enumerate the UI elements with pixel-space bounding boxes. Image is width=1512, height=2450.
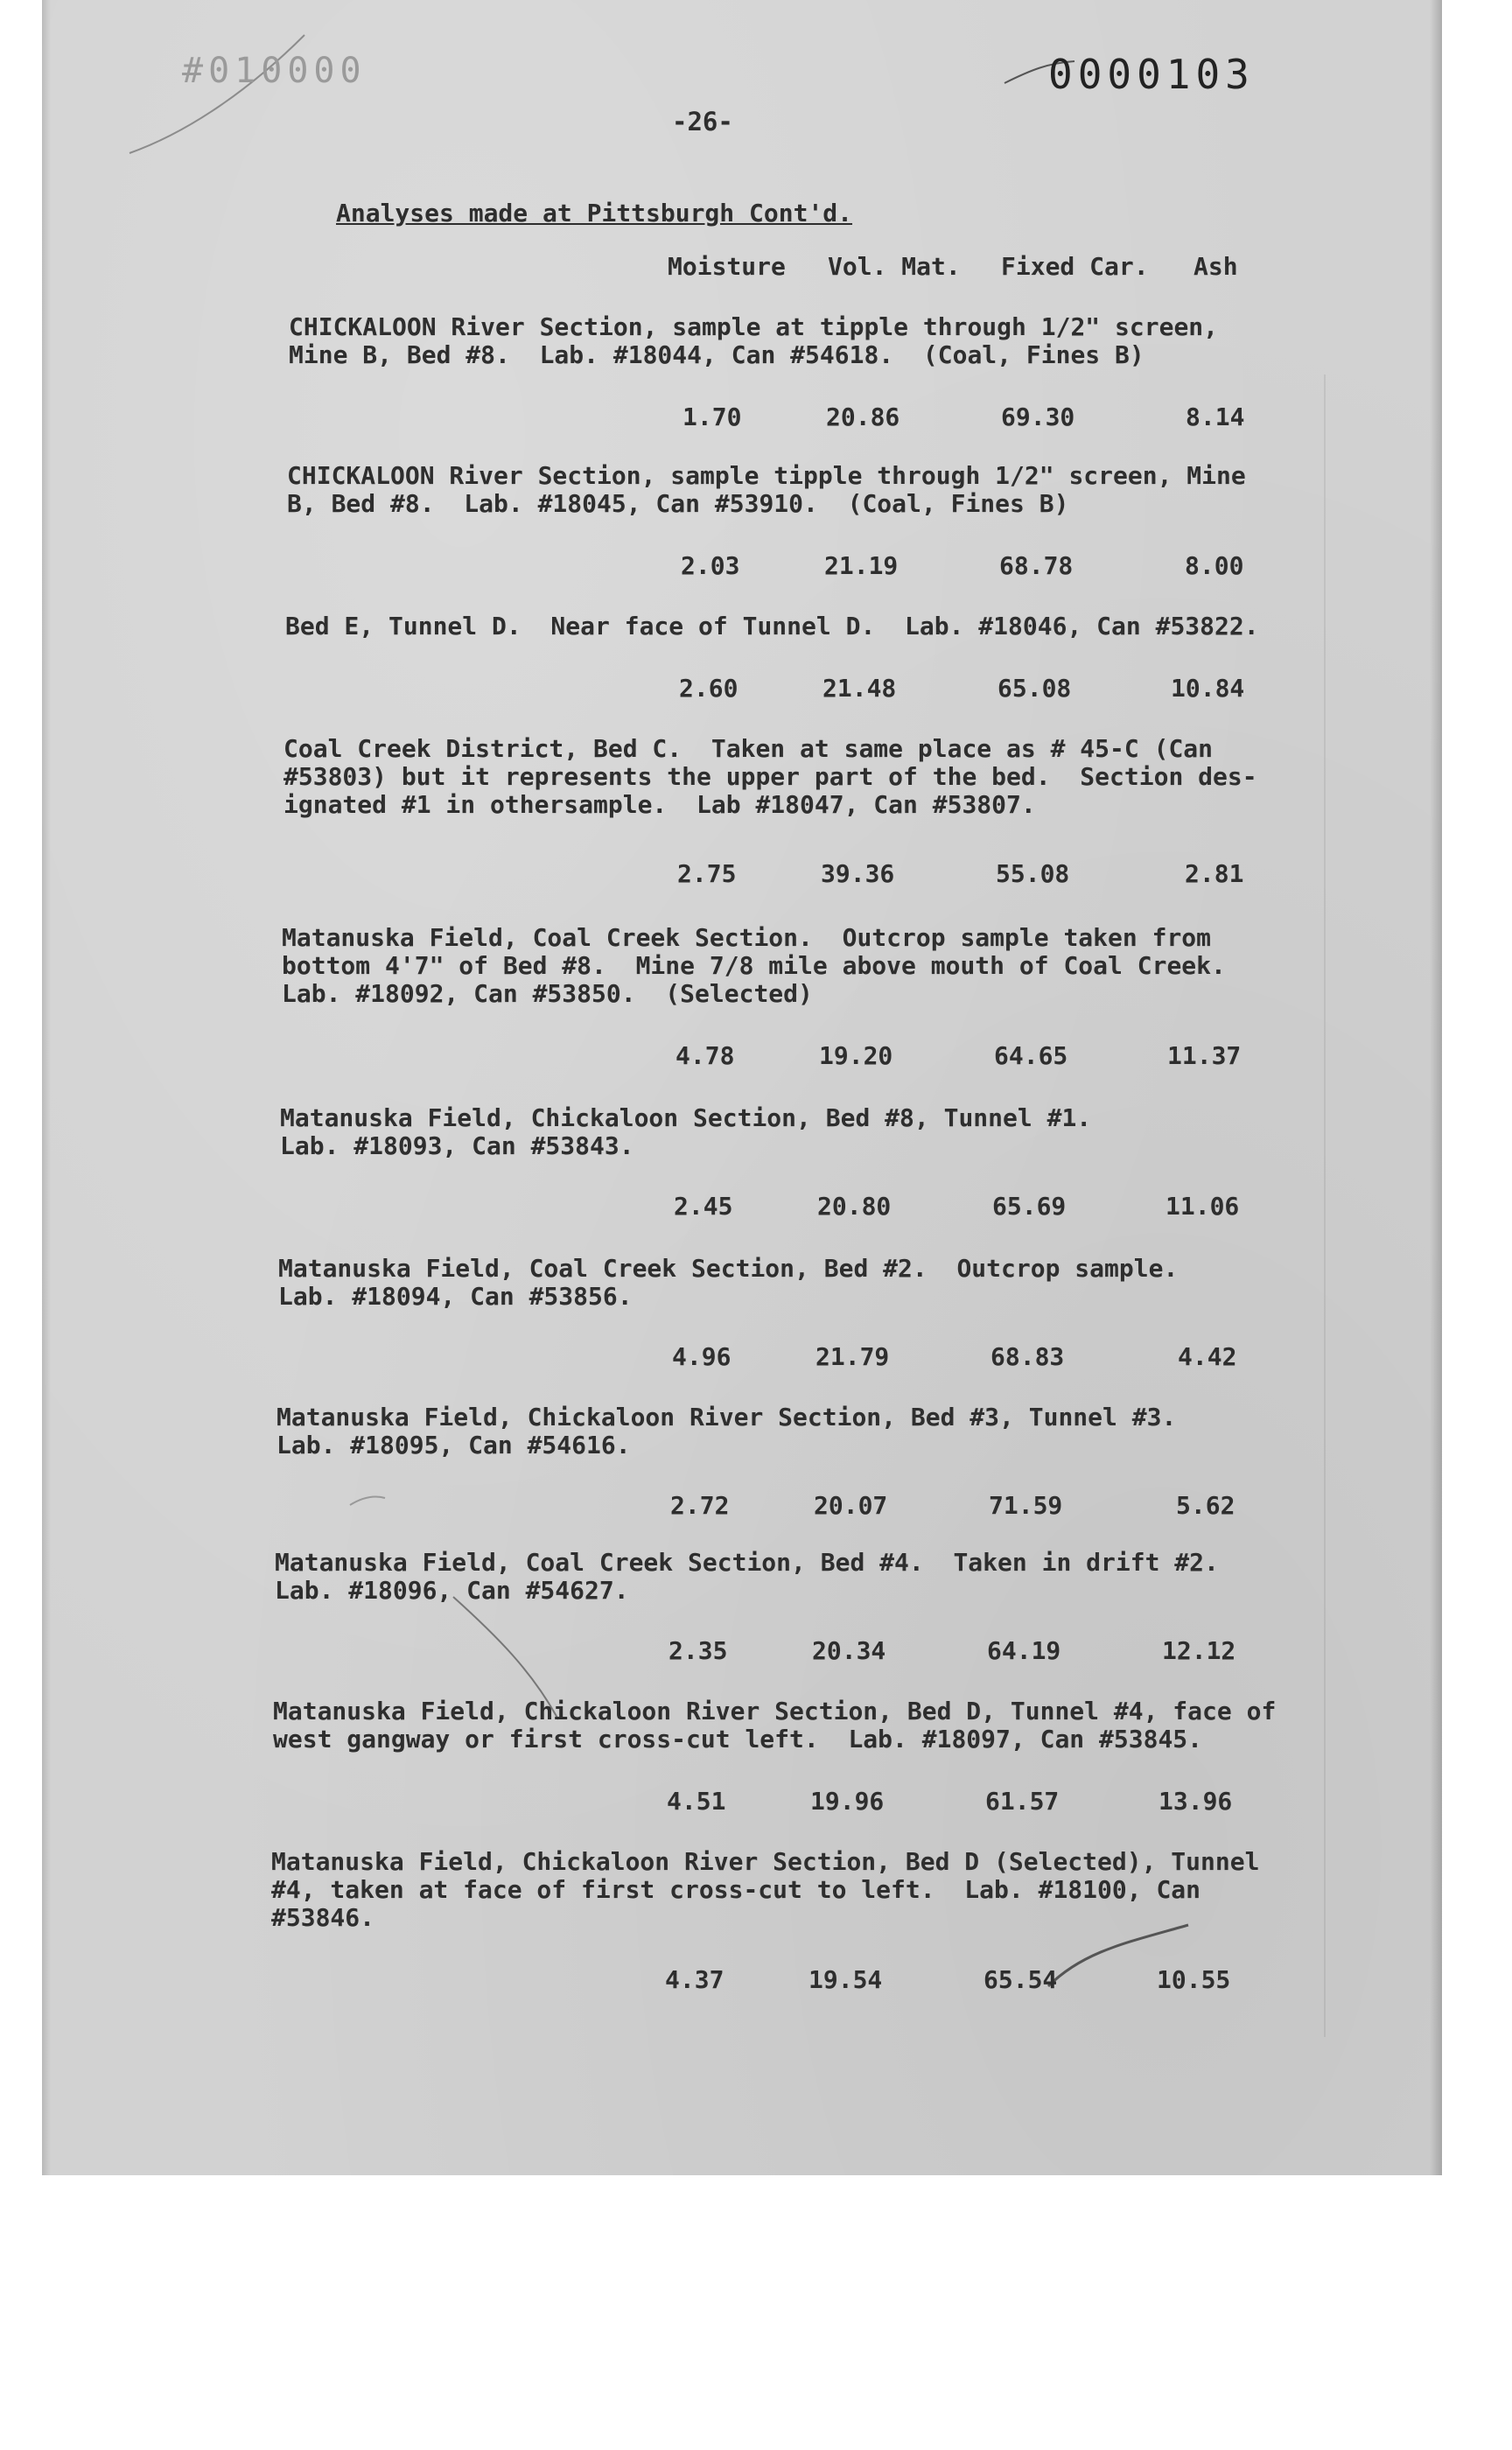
entry-9-vol-mat: 20.34 xyxy=(812,1636,886,1665)
entry-6-vol-mat: 20.80 xyxy=(817,1192,892,1221)
entry-4-ash: 2.81 xyxy=(1185,859,1244,888)
entry-1-moisture: 1.70 xyxy=(682,402,742,431)
entry-line: CHICKALOON River Section, sample at tipple through 1/2" screen, xyxy=(289,312,1219,341)
entry-line: Lab. #18096, Can #54627. xyxy=(275,1576,629,1605)
entry-10-fixed-car: 61.57 xyxy=(985,1787,1060,1816)
faint-vertical-line xyxy=(1324,374,1326,2037)
entry-1-description xyxy=(289,313,1218,369)
entry-11-fixed-car: 65.54 xyxy=(984,1965,1058,1994)
entry-line: #53846. xyxy=(271,1903,375,1932)
entry-line: Lab. #18094, Can #53856. xyxy=(278,1282,633,1311)
entry-7-fixed-car: 68.83 xyxy=(990,1342,1065,1371)
entry-line: Mine B, Bed #8. Lab. #18044, Can #54618. (Coal, Fines B) xyxy=(289,340,1144,369)
entry-7-vol-mat: 21.79 xyxy=(816,1342,890,1371)
entry-line: Matanuska Field, Coal Creek Section, Bed #2. Outcrop sample. xyxy=(278,1254,1179,1283)
entry-11-ash: 10.55 xyxy=(1157,1965,1231,1994)
entry-line: Matanuska Field, Coal Creek Section, Bed #4. Taken in drift #2. xyxy=(275,1548,1219,1577)
page-edge-shadow-left xyxy=(42,0,51,2175)
entry-11-description xyxy=(271,1848,1259,1932)
page-heading: Analyses made at Pittsburgh Cont'd. xyxy=(336,199,853,228)
entry-line: Lab. #18092, Can #53850. (Selected) xyxy=(282,979,813,1008)
entry-5-description xyxy=(282,924,1226,1008)
entry-2-description xyxy=(287,462,1246,518)
column-header-fixed-car: Fixed Car. xyxy=(1001,252,1149,281)
entry-9-moisture: 2.35 xyxy=(668,1636,728,1665)
pencil-mark-small xyxy=(350,1496,385,1505)
entry-6-fixed-car: 65.69 xyxy=(992,1192,1067,1221)
column-header-vol-mat: Vol. Mat. xyxy=(828,252,961,281)
entry-line: Lab. #18095, Can #54616. xyxy=(276,1431,631,1460)
entry-line: west gangway or first cross-cut left. Lab. #18097, Can #53845. xyxy=(273,1725,1203,1754)
entry-5-ash: 11.37 xyxy=(1167,1041,1242,1070)
entry-6-ash: 11.06 xyxy=(1166,1192,1240,1221)
entry-5-vol-mat: 19.20 xyxy=(819,1041,893,1070)
entry-3-fixed-car: 65.08 xyxy=(998,674,1072,703)
entry-4-vol-mat: 39.36 xyxy=(821,859,895,888)
entry-9-fixed-car: 64.19 xyxy=(987,1636,1061,1665)
entry-line: Bed E, Tunnel D. Near face of Tunnel D. Lab. #18046, Can #53822. xyxy=(285,612,1259,640)
column-headers xyxy=(42,252,1442,287)
entry-8-fixed-car: 71.59 xyxy=(989,1491,1063,1520)
page-edge-shadow-right xyxy=(1430,0,1442,2175)
faint-stamp-number: #010000 xyxy=(182,51,367,91)
entry-2-moisture: 2.03 xyxy=(681,551,740,580)
entry-8-ash: 5.62 xyxy=(1176,1491,1236,1520)
entry-line: Matanuska Field, Chickaloon River Section, Bed D, Tunnel #4, face of xyxy=(273,1697,1277,1726)
entry-8-moisture: 2.72 xyxy=(670,1491,730,1520)
entry-2-vol-mat: 21.19 xyxy=(824,551,899,580)
entry-7-description xyxy=(278,1255,1178,1311)
entry-line: bottom 4'7" of Bed #8. Mine 7/8 mile above mouth of Coal Creek. xyxy=(282,951,1226,980)
entry-7-moisture: 4.96 xyxy=(672,1342,732,1371)
entry-6-moisture: 2.45 xyxy=(674,1192,733,1221)
entry-line: Matanuska Field, Chickaloon River Section, Bed #3, Tunnel #3. xyxy=(276,1403,1177,1432)
entry-11-vol-mat: 19.54 xyxy=(808,1965,883,1994)
entry-line: #53803) but it represents the upper part of the bed. Section des- xyxy=(284,762,1257,791)
entry-9-ash: 12.12 xyxy=(1162,1636,1236,1665)
entry-line: #4, taken at face of first cross-cut to left. Lab. #18100, Can xyxy=(271,1875,1201,1904)
entry-3-description xyxy=(285,612,1259,640)
document-page xyxy=(42,0,1442,2175)
entry-line: Matanuska Field, Chickaloon Section, Bed #8, Tunnel #1. xyxy=(280,1103,1092,1132)
entry-line: Coal Creek District, Bed C. Taken at same place as # 45-C (Can xyxy=(284,734,1214,763)
entry-3-moisture: 2.60 xyxy=(679,674,738,703)
page-number: -26- xyxy=(672,107,733,136)
entry-1-fixed-car: 69.30 xyxy=(1001,402,1075,431)
entry-4-description xyxy=(284,735,1257,819)
entry-line: Matanuska Field, Chickaloon River Section, Bed D (Selected), Tunnel xyxy=(271,1847,1260,1876)
entry-4-fixed-car: 55.08 xyxy=(996,859,1070,888)
column-header-ash: Ash xyxy=(1194,252,1238,281)
entry-7-ash: 4.42 xyxy=(1178,1342,1237,1371)
entry-6-description xyxy=(280,1104,1091,1160)
entry-10-vol-mat: 19.96 xyxy=(810,1787,885,1816)
entry-line: Matanuska Field, Coal Creek Section. Outcrop sample taken from xyxy=(282,923,1212,952)
document-stamp-number: 0000103 xyxy=(1048,51,1255,98)
entry-5-moisture: 4.78 xyxy=(676,1041,735,1070)
entry-1-vol-mat: 20.86 xyxy=(826,402,900,431)
entry-3-ash: 10.84 xyxy=(1171,674,1245,703)
entry-line: CHICKALOON River Section, sample tipple through 1/2" screen, Mine xyxy=(287,461,1246,490)
entry-8-vol-mat: 20.07 xyxy=(814,1491,888,1520)
entry-8-description xyxy=(276,1404,1176,1460)
entry-10-description xyxy=(273,1698,1276,1754)
entry-9-description xyxy=(275,1549,1219,1605)
entry-line: ignated #1 in othersample. Lab #18047, Can #53807. xyxy=(284,790,1036,819)
entry-line: B, Bed #8. Lab. #18045, Can #53910. (Coal, Fines B) xyxy=(287,489,1069,518)
entry-2-fixed-car: 68.78 xyxy=(999,551,1074,580)
column-header-moisture: Moisture xyxy=(668,252,786,281)
entry-2-ash: 8.00 xyxy=(1185,551,1244,580)
entry-3-vol-mat: 21.48 xyxy=(822,674,897,703)
entry-5-fixed-car: 64.65 xyxy=(994,1041,1068,1070)
entry-line: Lab. #18093, Can #53843. xyxy=(280,1131,634,1160)
entry-4-moisture: 2.75 xyxy=(677,859,737,888)
entry-10-ash: 13.96 xyxy=(1158,1787,1233,1816)
entry-11-moisture: 4.37 xyxy=(665,1965,724,1994)
entry-10-moisture: 4.51 xyxy=(667,1787,726,1816)
entry-1-ash: 8.14 xyxy=(1186,402,1245,431)
